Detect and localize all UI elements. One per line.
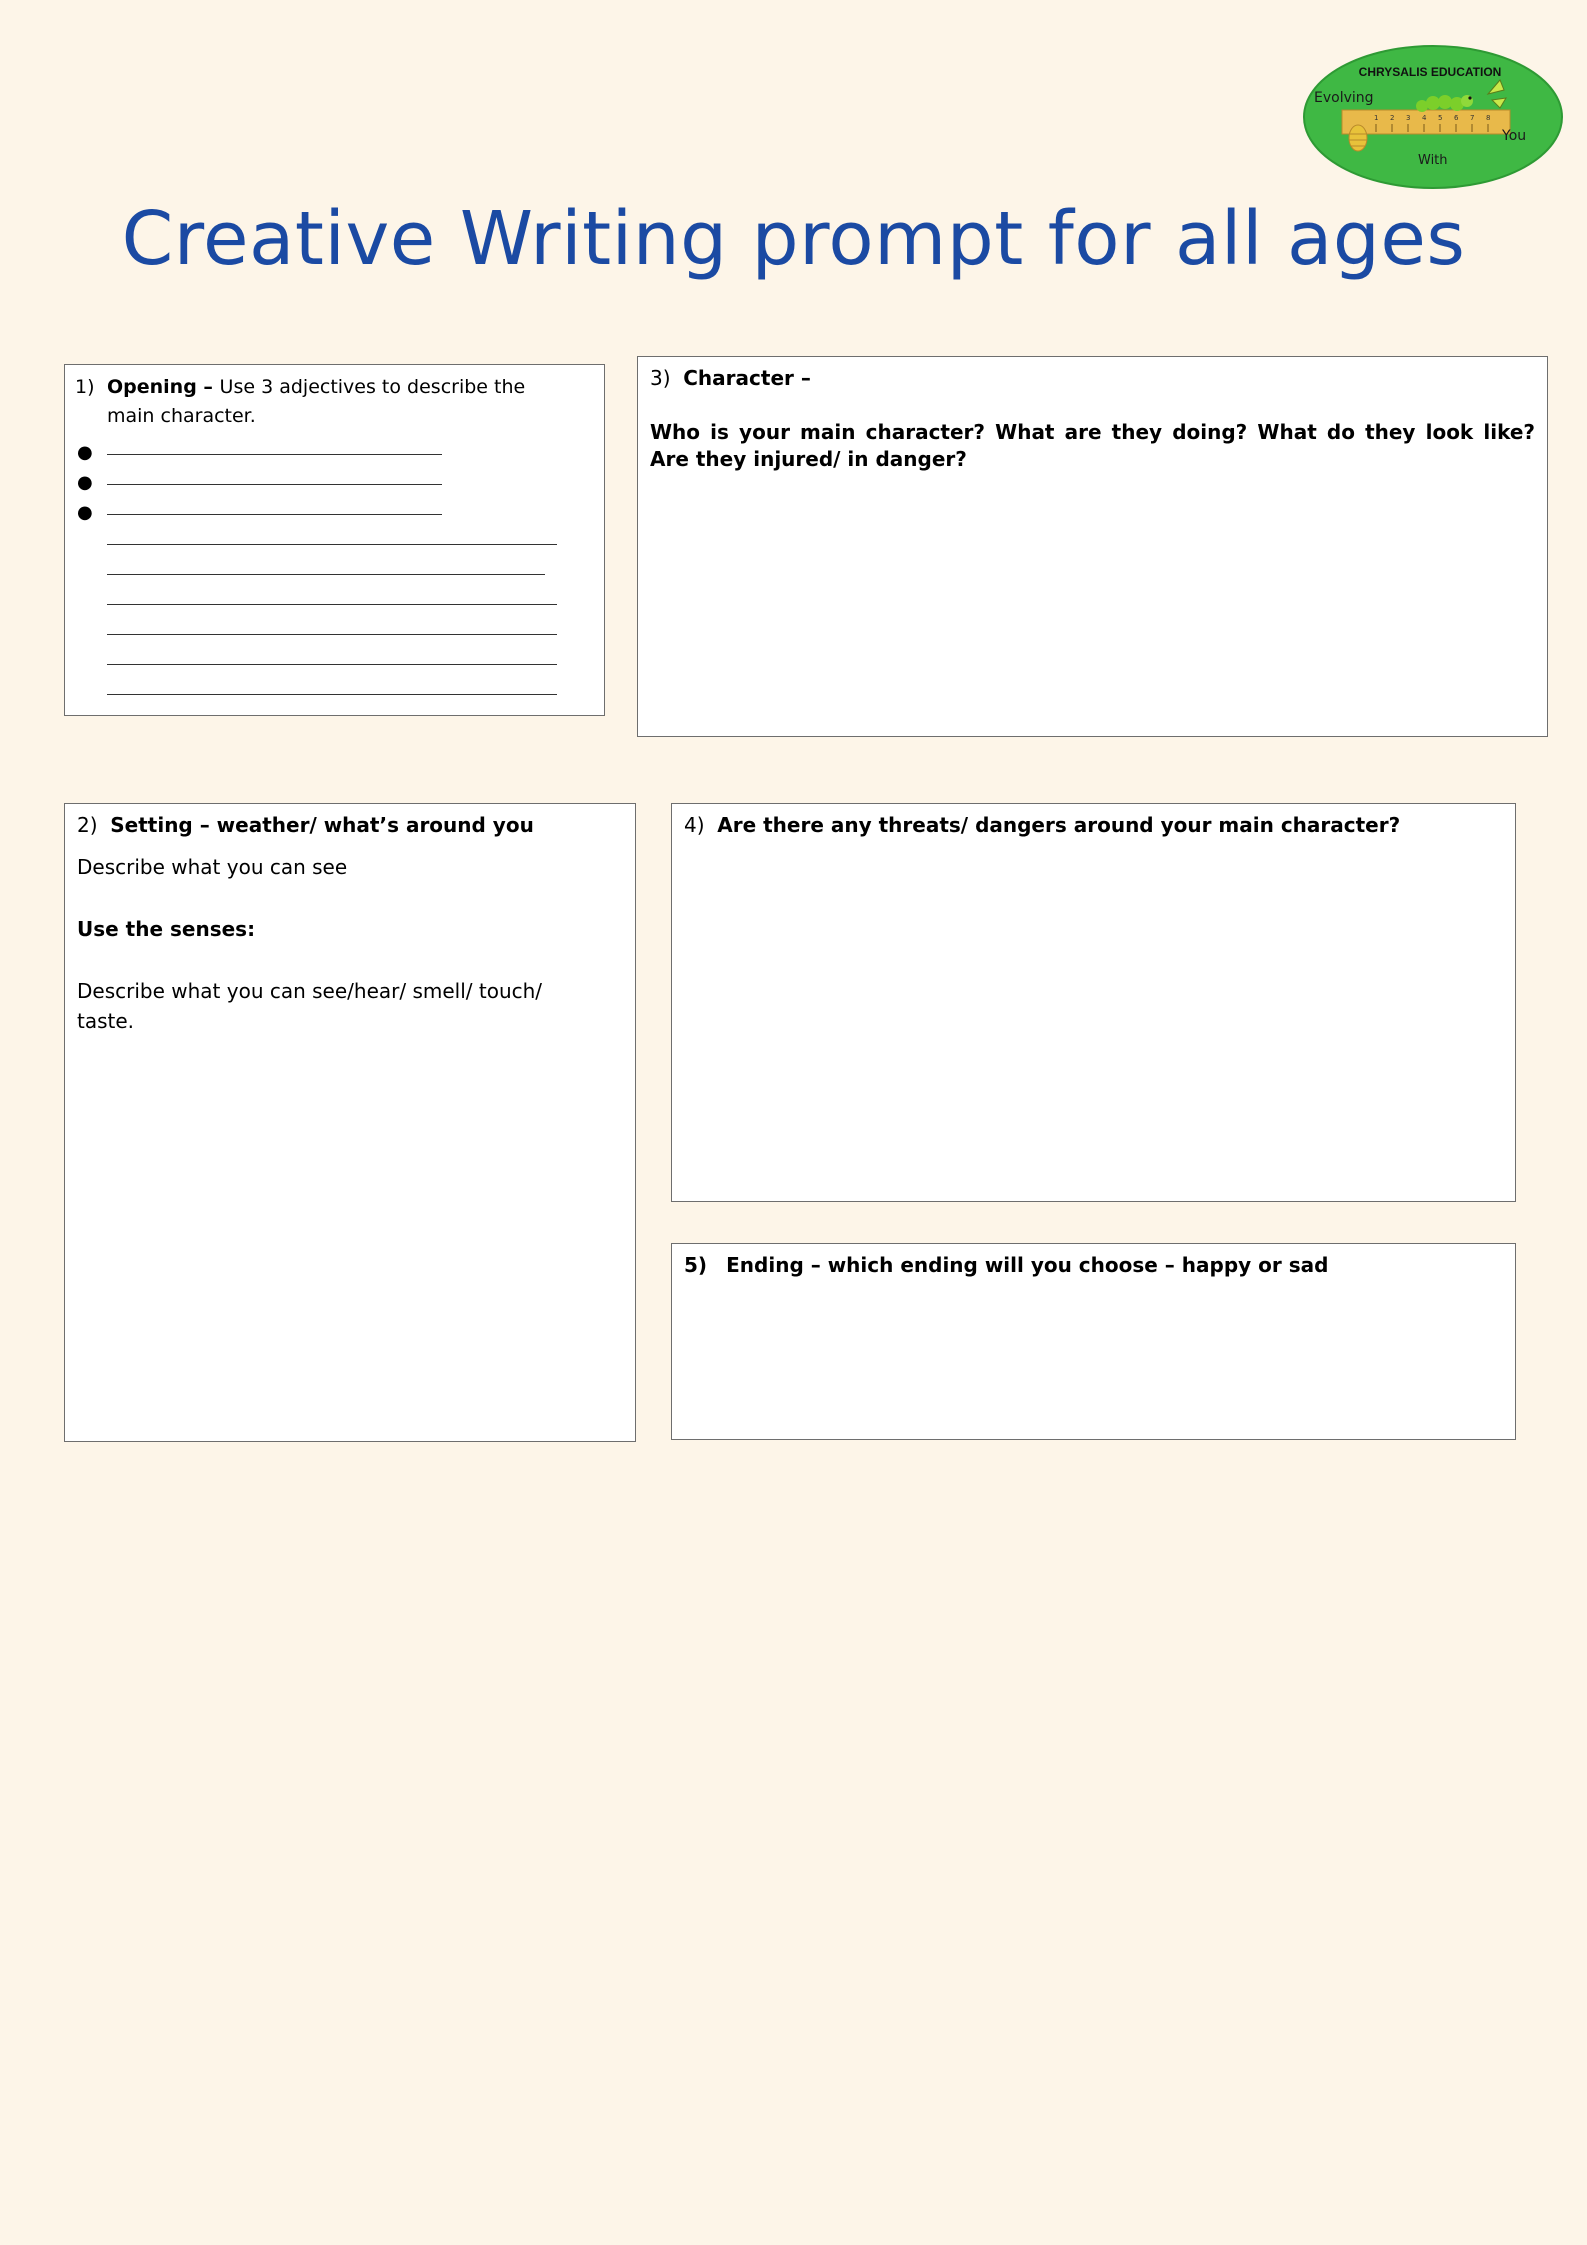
logo-evolving-text: Evolving [1314, 90, 1374, 106]
writing-line-2[interactable] [107, 555, 442, 585]
writing-line-3[interactable] [107, 585, 442, 615]
ruler-tick-label: 3 [1406, 114, 1411, 122]
ruler-tick-label: 6 [1454, 114, 1459, 122]
setting-box[interactable] [64, 803, 636, 1442]
setting-heading-row [77, 810, 623, 840]
writing-line-4[interactable] [107, 615, 442, 645]
character-number: 3) [650, 366, 671, 390]
character-heading-row [650, 363, 1535, 393]
opening-heading: Opening [107, 376, 197, 398]
writing-line-5[interactable] [107, 645, 442, 675]
logo-top-text: CHRYSALIS EDUCATION [1358, 65, 1502, 79]
logo-you-text: You [1502, 128, 1527, 144]
chrysalis-education-logo [1302, 44, 1564, 190]
threats-number: 4) [684, 813, 705, 837]
ruler-tick-label: 7 [1470, 114, 1475, 122]
opening-heading-block [75, 373, 577, 430]
writing-line-1[interactable] [107, 525, 442, 555]
logo-with-text: With [1418, 153, 1448, 168]
opening-box [64, 364, 605, 716]
bullet-icon: ● [77, 442, 93, 463]
ruler-tick-label: 8 [1486, 114, 1491, 122]
opening-number: 1) [75, 376, 95, 398]
character-questions: Who is your main character? What are they doing? What do they look like? Are they injured/ in danger? [650, 420, 1535, 471]
ruler-tick-label: 1 [1374, 114, 1379, 122]
threats-box[interactable] [671, 803, 1516, 1202]
setting-heading: Setting – weather/ what’s around you [110, 813, 534, 837]
opening-dash: – [196, 376, 220, 398]
threats-heading: Are there any threats/ dangers around your main character? [717, 813, 1401, 837]
character-heading: Character – [683, 366, 811, 390]
opening-instruction: Use 3 adjectives to describe the main character. [107, 376, 526, 427]
character-box[interactable] [637, 356, 1548, 737]
adjective-bullets [77, 435, 442, 705]
ruler-tick-label: 2 [1390, 114, 1395, 122]
adjective-line-3[interactable] [77, 495, 442, 525]
bullet-icon: ● [77, 502, 93, 523]
ending-number: 5) [684, 1253, 708, 1277]
setting-describe-line: Describe what you can see [77, 855, 348, 879]
bullet-icon: ● [77, 472, 93, 493]
ruler-tick-label: 4 [1422, 114, 1427, 122]
writing-line-6[interactable] [107, 675, 442, 705]
cocoon-icon [1349, 125, 1367, 151]
adjective-line-2[interactable] [77, 465, 442, 495]
adjective-line-1[interactable] [77, 435, 442, 465]
page-title: Creative Writing prompt for all ages [121, 196, 1466, 282]
ending-box[interactable] [671, 1243, 1516, 1440]
ruler-tick-label: 5 [1438, 114, 1443, 122]
senses-describe-line: Describe what you can see/hear/ smell/ touch/ taste. [77, 979, 543, 1033]
senses-heading: Use the senses: [77, 917, 256, 941]
setting-number: 2) [77, 813, 98, 837]
ending-heading: Ending – which ending will you choose – happy or sad [726, 1253, 1329, 1277]
